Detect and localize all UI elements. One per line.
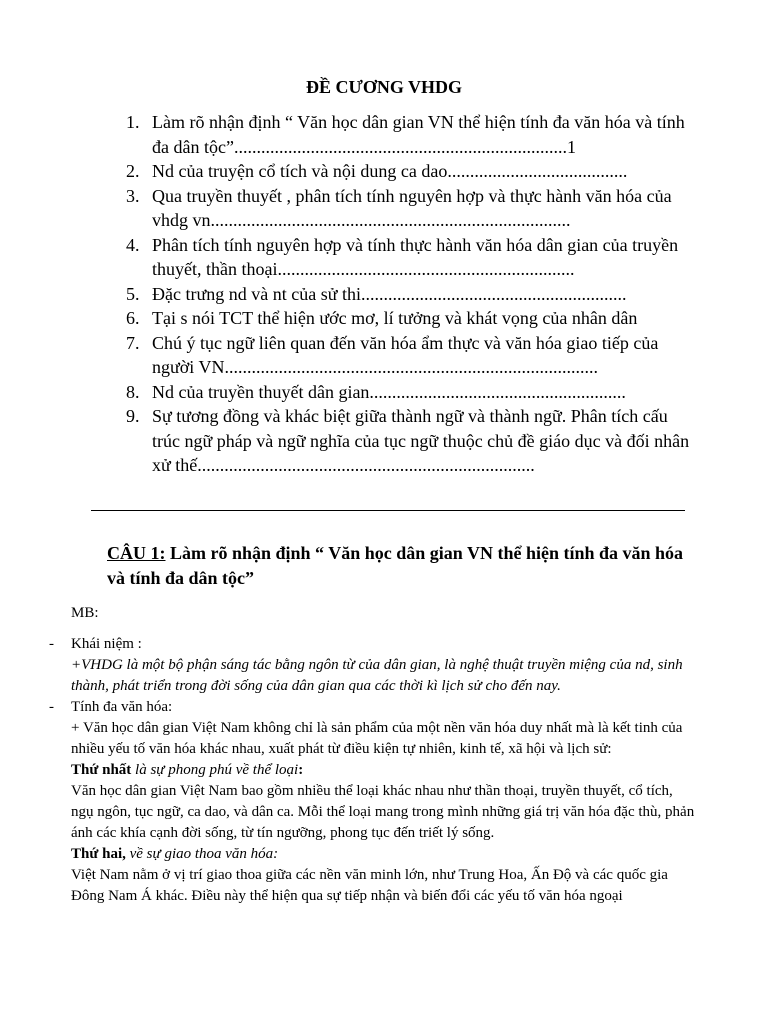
multicultural-intro: + Văn học dân gian Việt Nam không chỉ là sản phẩm của một nền văn hóa duy nhất mà là kết tinh của nhiều yếu tố văn hóa khác nhau, xuất phát từ điều kiện tự nhiên, kinh tế, xã hội và lịch sử: <box>71 720 683 757</box>
toc-item <box>0 233 768 282</box>
toc-number: 9. <box>126 406 140 426</box>
toc-text: Sự tương đồng và khác biệt giữa thành ngữ và thành ngữ. Phân tích cấu trúc ngữ pháp và ngữ nghĩa của tục ngữ thuộc chủ đề giáo dục và đối nhân xử thế........................................................................... <box>152 406 690 475</box>
section-label: CÂU 1: <box>107 543 166 563</box>
toc-text: Phân tích tính nguyên hợp và tính thực hành văn hóa dân gian của truyền thuyết, thần thoại.................................................................. <box>152 234 679 279</box>
toc-number: 5. <box>126 283 140 304</box>
point-second-label: Thứ hai, <box>71 846 126 862</box>
bullet-multicultural <box>49 697 699 907</box>
toc-item <box>0 404 768 478</box>
bullet-dash: - <box>49 636 54 652</box>
point-first-body: Văn học dân gian Việt Nam bao gồm nhiều thể loại khác nhau như thần thoại, truyền thuyết, cổ tích, ngụ ngôn, tục ngữ, ca dao, và dân ca. Mỗi thể loại mang trong mình những giá trị văn hóa đặc thù, phản ánh các khía cạnh đời sống, từ tín ngưỡng, phong tục đến triết lý sống. <box>71 783 695 841</box>
toc-item <box>0 331 768 380</box>
toc-text: Tại s nói TCT thể hiện ước mơ, lí tưởng và khát vọng của nhân dân <box>152 308 638 328</box>
table-of-contents <box>0 110 768 478</box>
point-first-title: là sự phong phú về thể loại <box>131 762 299 778</box>
toc-item <box>0 306 768 331</box>
point-first-label: Thứ nhất <box>71 762 132 778</box>
toc-text: Nd của truyền thuyết dân gian......................................................... <box>152 381 626 402</box>
point-second-heading <box>71 844 699 865</box>
document-title: ĐỀ CƯƠNG VHDG <box>305 77 462 97</box>
bullet-dash: - <box>49 699 54 715</box>
toc-item <box>0 110 768 159</box>
toc-text: Qua truyền thuyết , phân tích tính nguyên hợp và thực hành văn hóa của vhdg vn................................................................................ <box>152 185 672 230</box>
toc-number: 7. <box>126 332 140 353</box>
toc-number: 1. <box>126 112 140 132</box>
toc-item <box>0 159 768 184</box>
point-second-body: Việt Nam nằm ở vị trí giao thoa giữa các nền văn minh lớn, như Trung Hoa, Ấn Độ và các quốc gia Đông Nam Á khác. Điều này thể hiện qua sự tiếp nhận và biến đổi các yếu tố văn hóa ngoại <box>71 867 668 904</box>
point-first-heading <box>71 760 699 781</box>
section-title: Làm rõ nhận định “ Văn học dân gian VN thể hiện tính đa văn hóa và tính đa dân tộc” <box>107 543 683 588</box>
toc-number: 4. <box>126 234 140 255</box>
concept-definition: +VHDG là một bộ phận sáng tác bằng ngôn từ của dân gian, là nghệ thuật truyền miệng của nd, sinh thành, phát triển trong đời sống của dân gian qua các thời kì lịch sử cho đến nay. <box>71 657 683 694</box>
toc-item <box>0 282 768 307</box>
mb-label: MB: <box>71 605 99 621</box>
toc-number: 3. <box>126 185 140 206</box>
bullet-title: Khái niệm : <box>71 636 142 652</box>
point-first-colon: : <box>298 762 304 778</box>
toc-text: Nd của truyện cổ tích và nội dung ca dao........................................ <box>152 161 628 181</box>
toc-number: 2. <box>126 161 140 181</box>
toc-item <box>0 184 768 233</box>
section-divider <box>91 510 685 511</box>
toc-number: 8. <box>126 381 140 402</box>
point-second-title: về sự giao thoa văn hóa: <box>125 846 279 862</box>
section-heading <box>107 541 697 591</box>
toc-text: Làm rõ nhận định “ Văn học dân gian VN thể hiện tính đa văn hóa và tính đa dân tộc”..........................................................................1 <box>152 112 685 157</box>
toc-item <box>0 380 768 405</box>
section-body <box>49 634 699 907</box>
toc-text: Chú ý tục ngữ liên quan đến văn hóa ẩm thực và văn hóa giao tiếp của người VN................................................................................... <box>152 332 659 377</box>
bullet-title: Tính đa văn hóa: <box>71 699 173 715</box>
bullet-concept <box>49 634 699 697</box>
toc-text: Đặc trưng nd và nt của sử thi........................................................... <box>152 283 627 304</box>
toc-number: 6. <box>126 308 140 328</box>
